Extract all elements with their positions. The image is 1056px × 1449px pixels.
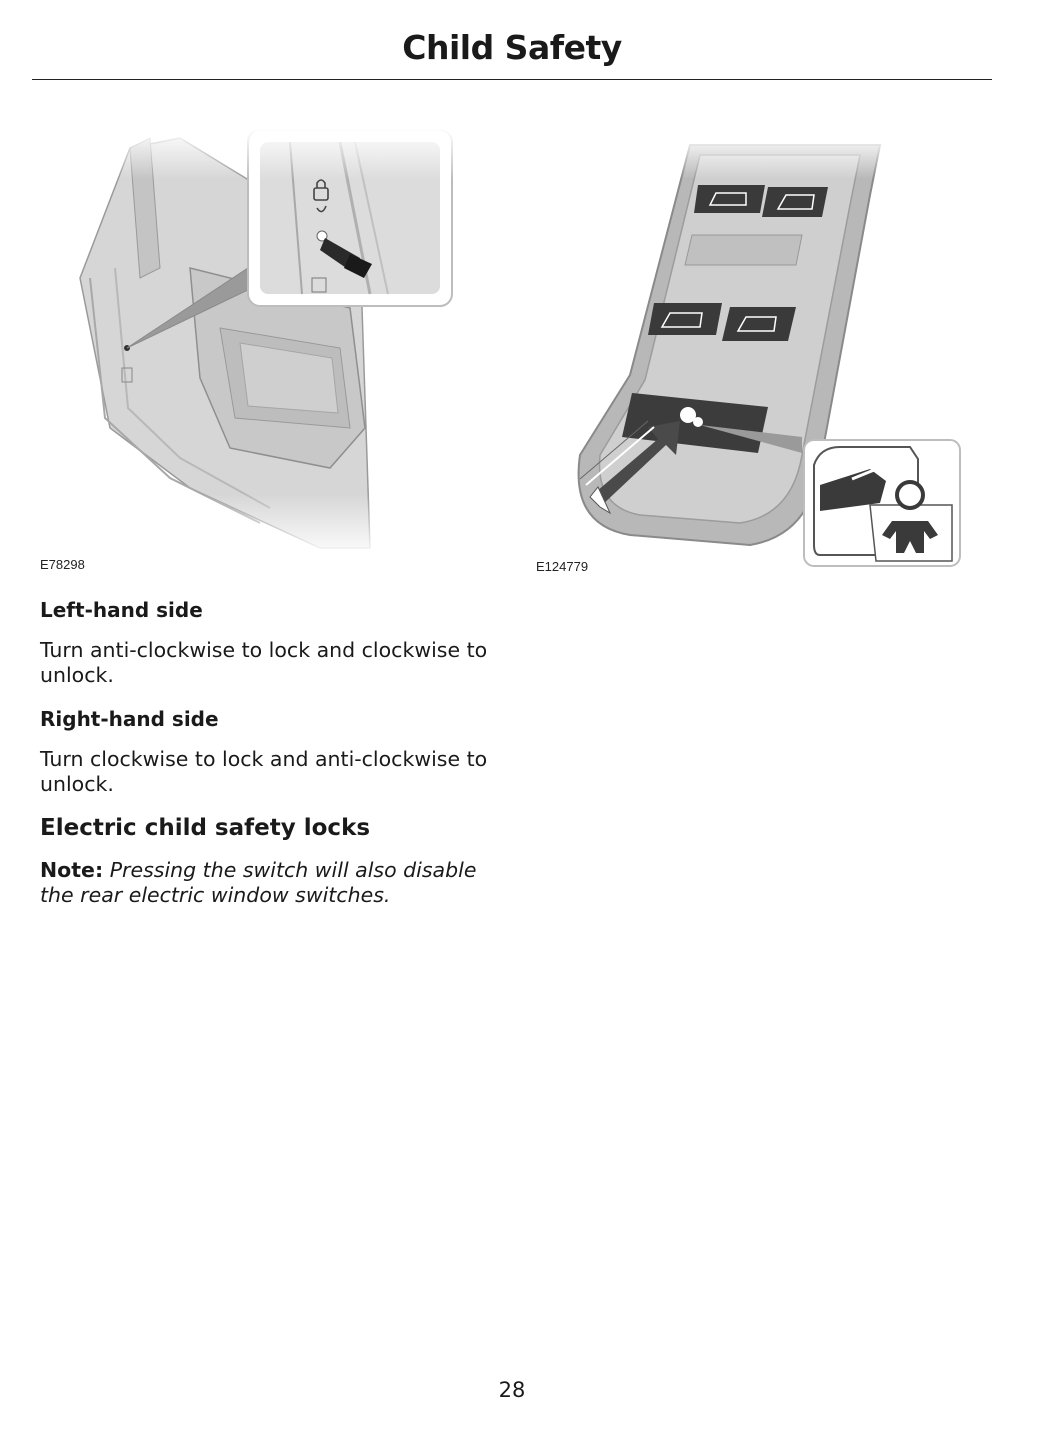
- page-title: Child Safety: [402, 28, 622, 67]
- note-label: Note:: [40, 858, 104, 882]
- note-paragraph: [40, 858, 510, 907]
- right-hand-side-heading: Right-hand side: [40, 707, 219, 731]
- figure-code-right: E124779: [536, 559, 589, 574]
- door-child-lock-illustration: [70, 128, 460, 558]
- figure-code-left: E78298: [40, 557, 85, 572]
- electric-child-locks-heading: Electric child safety locks: [40, 815, 371, 841]
- right-hand-side-text: Turn clockwise to lock and anti-clockwise to unlock.: [40, 747, 488, 796]
- left-hand-side-text: Turn anti-clockwise to lock and clockwise to unlock.: [40, 638, 488, 687]
- note-text: Pressing the switch will also disable the rear electric window switches.: [40, 858, 477, 907]
- electric-child-lock-switch-illustration: [570, 135, 970, 575]
- page-number: 28: [498, 1378, 526, 1402]
- header-rule: [32, 79, 992, 80]
- left-hand-side-heading: Left-hand side: [40, 598, 203, 622]
